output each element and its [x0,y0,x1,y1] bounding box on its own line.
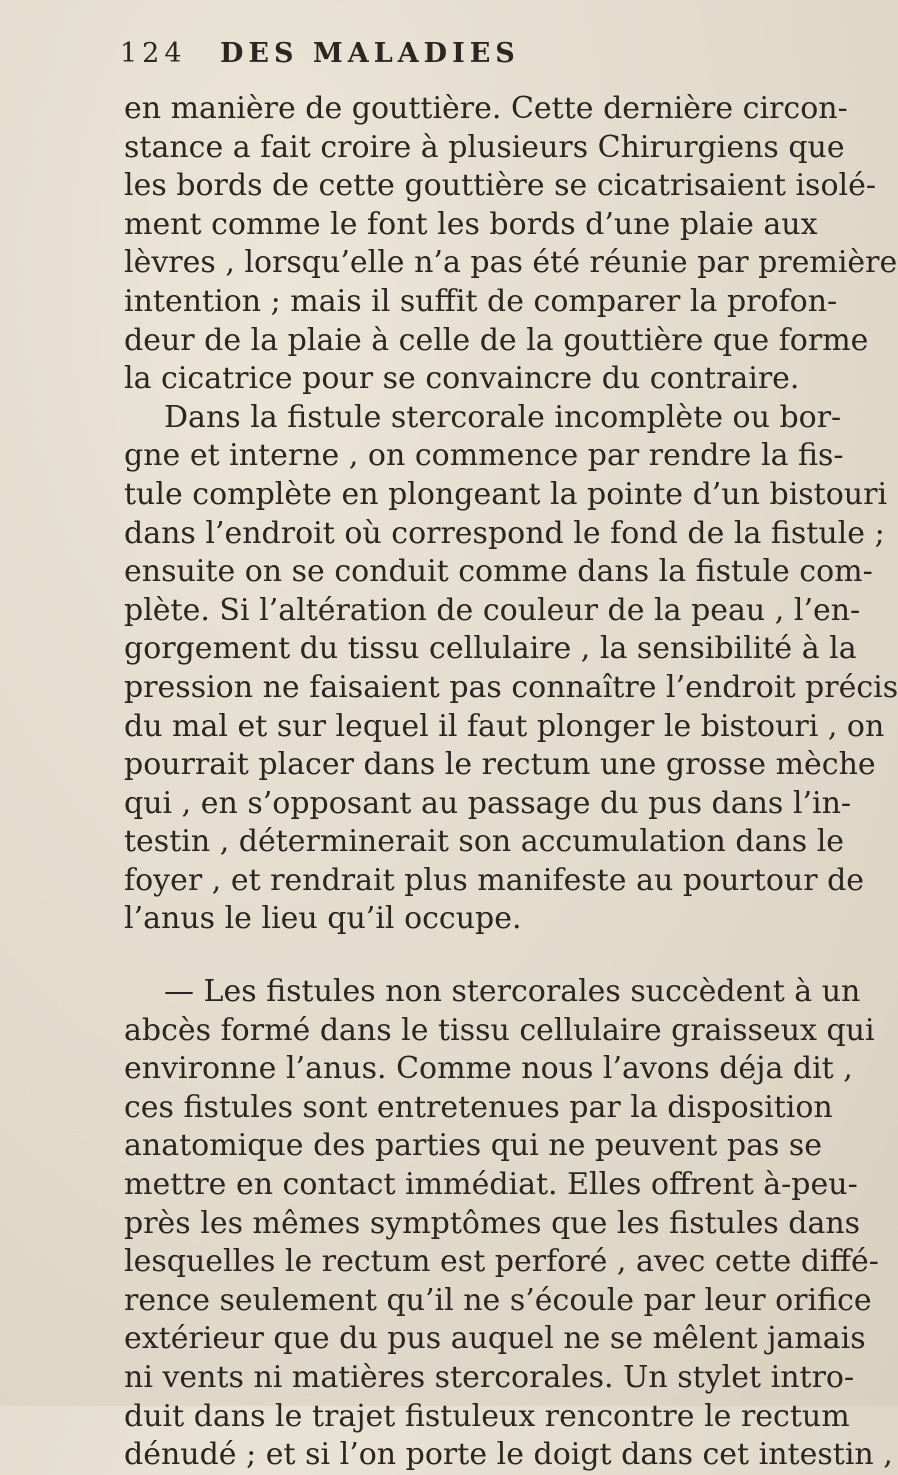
paragraph-2 [124,399,898,939]
text-line: lèvres , lorsqu’elle n’a pas été réunie par première [124,245,898,281]
text-line: ensuite on se conduit comme dans la fistule com- [124,554,873,590]
body-text [124,90,898,1475]
text-line: lesquelles le rectum est perforé , avec cette diffé- [124,1244,879,1280]
text-line: stance a fait croire à plusieurs Chirurgiens que [124,129,845,165]
text-line: deur de la plaie à celle de la gouttière que forme [124,322,869,358]
page-number: 124 [120,38,187,69]
text-line: environne l’anus. Comme nous l’avons déja dit , [124,1051,853,1087]
text-line: pourrait placer dans le rectum une grosse mèche [124,747,876,783]
paragraph-3 [124,973,893,1475]
text-line: gorgement du tissu cellulaire , la sensibilité à la [124,631,857,667]
text-line: ment comme le font les bords d’une plaie aux [124,206,818,242]
text-line: rence seulement qu’il ne s’écoule par leur orifice [124,1282,872,1318]
text-line: la cicatrice pour se convaincre du contraire. [124,361,800,397]
text-line: foyer , et rendrait plus manifeste au pourtour de [124,862,865,898]
text-line: anatomique des parties qui ne peuvent pas se [124,1128,823,1164]
paragraph-1 [124,90,898,399]
running-title: DES MALADIES [220,38,520,69]
text-line: l’anus le lieu qu’il occupe. [124,901,522,937]
text-line: abcès formé dans le tissu cellulaire graisseux qui [124,1012,875,1048]
text-line: ni vents ni matières stercorales. Un stylet intro- [124,1360,855,1395]
text-line: dans l’endroit où correspond le fond de la fistule ; [124,515,885,551]
text-line: plète. Si l’altération de couleur de la peau , l’en- [124,592,861,628]
text-line: mettre en contact immédiat. Elles offrent à-peu- [124,1167,858,1203]
text-line: les bords de cette gouttière se cicatrisaient isolé- [124,168,876,204]
text-line: près les mêmes symptômes que les fistules dans [124,1205,861,1241]
text-line: testin , déterminerait son accumulation dans le [124,824,845,860]
text-line: intention ; mais il suffit de comparer la profon- [124,283,838,319]
text-line: Dans la fistule stercorale incomplète ou bor- [164,399,842,435]
text-line: gne et interne , on commence par rendre la fis- [124,438,844,474]
text-line: duit dans le trajet fistuleux rencontre le rectum [124,1398,850,1434]
text-line: dénudé ; et si l’on porte le doigt dans cet intestin , [124,1437,893,1473]
paragraph-gap [124,939,768,973]
text-line: pression ne faisaient pas connaître l’endroit précis [124,669,898,705]
text-line: qui , en s’opposant au passage du pus dans l’in- [124,785,852,821]
running-head [120,38,760,78]
text-line: tule complète en plongeant la pointe d’un bistouri [124,476,888,512]
text-line: en manière de gouttière. Cette dernière circon- [124,91,848,126]
text-line: du mal et sur lequel il faut plonger le bistouri , on [124,708,885,744]
text-line: ces fistules sont entretenues par la disposition [124,1089,833,1125]
text-line: — Les fistules non stercorales succèdent à un [164,974,861,1010]
text-line: extérieur que du pus auquel ne se mêlent jamais [124,1321,866,1357]
